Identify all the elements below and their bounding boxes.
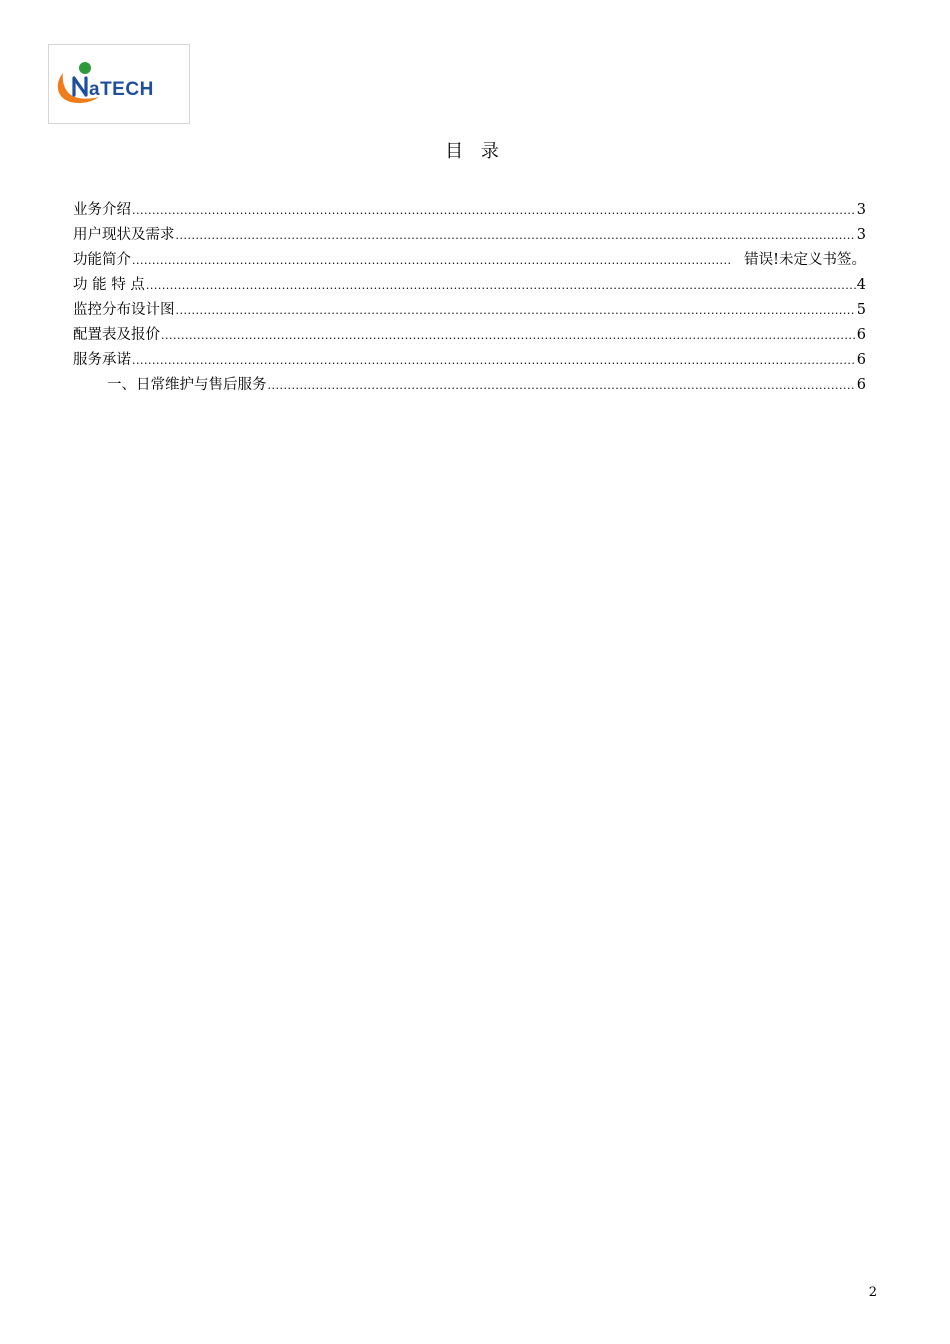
toc-entry-page: 4 <box>856 277 866 293</box>
toc-entry-page: 5 <box>856 302 866 318</box>
toc-entry-page: 6 <box>856 327 866 343</box>
toc-entry-label: 服务承诺 <box>73 352 131 368</box>
toc-entry-maintenance[interactable] <box>73 373 866 398</box>
toc-entry-function-intro[interactable] <box>73 248 866 273</box>
logo-n-glyph <box>74 78 86 95</box>
toc-entry-page: 3 <box>856 227 866 243</box>
toc-entry-label: 功能简介 <box>73 252 131 268</box>
toc-entry-page: 6 <box>856 377 866 393</box>
toc-entry-label: 配置表及报价 <box>73 327 160 343</box>
toc-entry-label: 用户现状及需求 <box>73 227 175 243</box>
toc-dot-leader <box>268 373 856 398</box>
toc-entry-user-status[interactable] <box>73 223 866 248</box>
toc-entry-business-intro[interactable] <box>73 198 866 223</box>
toc-entry-label: 业务介绍 <box>73 202 131 218</box>
logo-wordmark: aTECH <box>89 79 154 100</box>
toc-entry-page-error: 错误!未定义书签。 <box>744 252 866 268</box>
toc-dot-leader <box>176 298 856 323</box>
toc-dot-leader <box>146 273 856 298</box>
natech-logo-mark <box>49 45 189 123</box>
toc-entry-service-commitment[interactable] <box>73 348 866 373</box>
toc-entry-label: 监控分布设计图 <box>73 302 175 318</box>
toc-entry-label: 一、日常维护与售后服务 <box>107 377 267 393</box>
toc-dot-leader <box>132 248 732 273</box>
toc-dot-leader <box>132 198 856 223</box>
toc-entry-config-quote[interactable] <box>73 323 866 348</box>
page-number: 2 <box>868 1285 877 1300</box>
company-logo <box>48 44 190 124</box>
table-of-contents <box>73 198 866 398</box>
toc-entry-monitoring-design[interactable] <box>73 298 866 323</box>
toc-dot-leader <box>132 348 856 373</box>
toc-title: 目 录 <box>445 141 505 162</box>
toc-entry-page: 6 <box>856 352 866 368</box>
toc-entry-page: 3 <box>856 202 866 218</box>
toc-dot-leader <box>176 223 856 248</box>
toc-entry-features[interactable] <box>73 273 866 298</box>
toc-dot-leader <box>161 323 856 348</box>
logo-dot <box>79 62 91 74</box>
toc-entry-label: 功 能 特 点 <box>73 277 145 293</box>
